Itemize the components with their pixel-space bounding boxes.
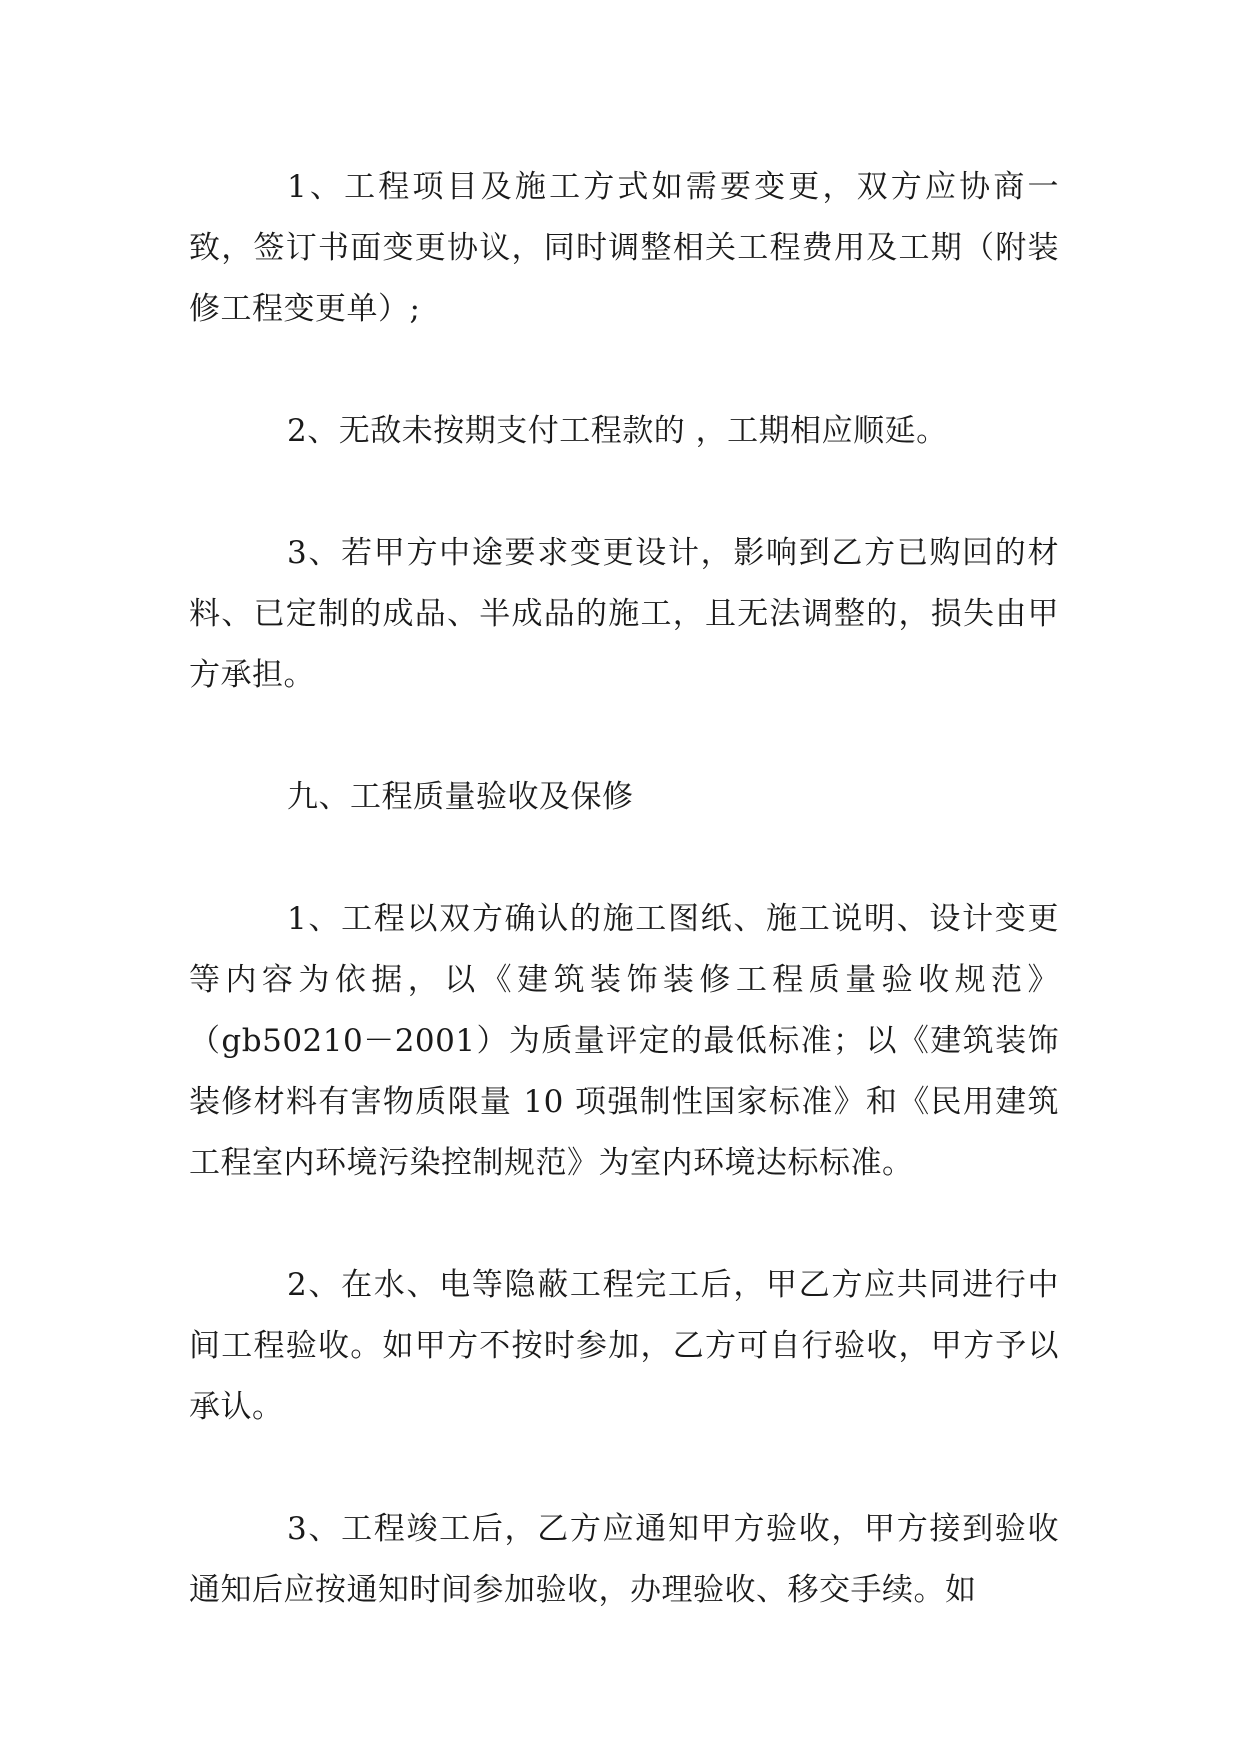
paragraph-quality-standards: 1、工程以双方确认的施工图纸、施工说明、设计变更等内容为依据，以《建筑装饰装修工程质量验收规范》（gb50210－2001）为质量评定的最低标准；以《建筑装饰装修材料有害物质限量 10 项强制性国家标准》和《民用建筑工程室内环境污染控制规范》为室内环境达标标准。 — [189, 901, 1059, 1181]
paragraph-change-agreement: 1、工程项目及施工方式如需要变更，双方应协商一致，签订书面变更协议，同时调整相关工程费用及工期（附装修工程变更单）; — [189, 169, 1059, 327]
section-heading-quality-acceptance: 九、工程质量验收及保修 — [287, 779, 634, 815]
document-body — [189, 157, 1059, 1682]
paragraph-payment-delay: 2、无敌未按期支付工程款的 ，工期相应顺延。 — [287, 413, 948, 449]
paragraph-design-change-loss: 3、若甲方中途要求变更设计，影响到乙方已购回的材料、已定制的成品、半成品的施工，且无法调整的，损失由甲方承担。 — [189, 535, 1059, 693]
paragraph-concealed-works-inspection: 2、在水、电等隐蔽工程完工后，甲乙方应共同进行中间工程验收。如甲方不按时参加，乙方可自行验收，甲方予以承认。 — [189, 1267, 1059, 1425]
paragraph-completion-acceptance: 3、工程竣工后，乙方应通知甲方验收，甲方接到验收通知后应按通知时间参加验收，办理验收、移交手续。如 — [189, 1511, 1059, 1608]
